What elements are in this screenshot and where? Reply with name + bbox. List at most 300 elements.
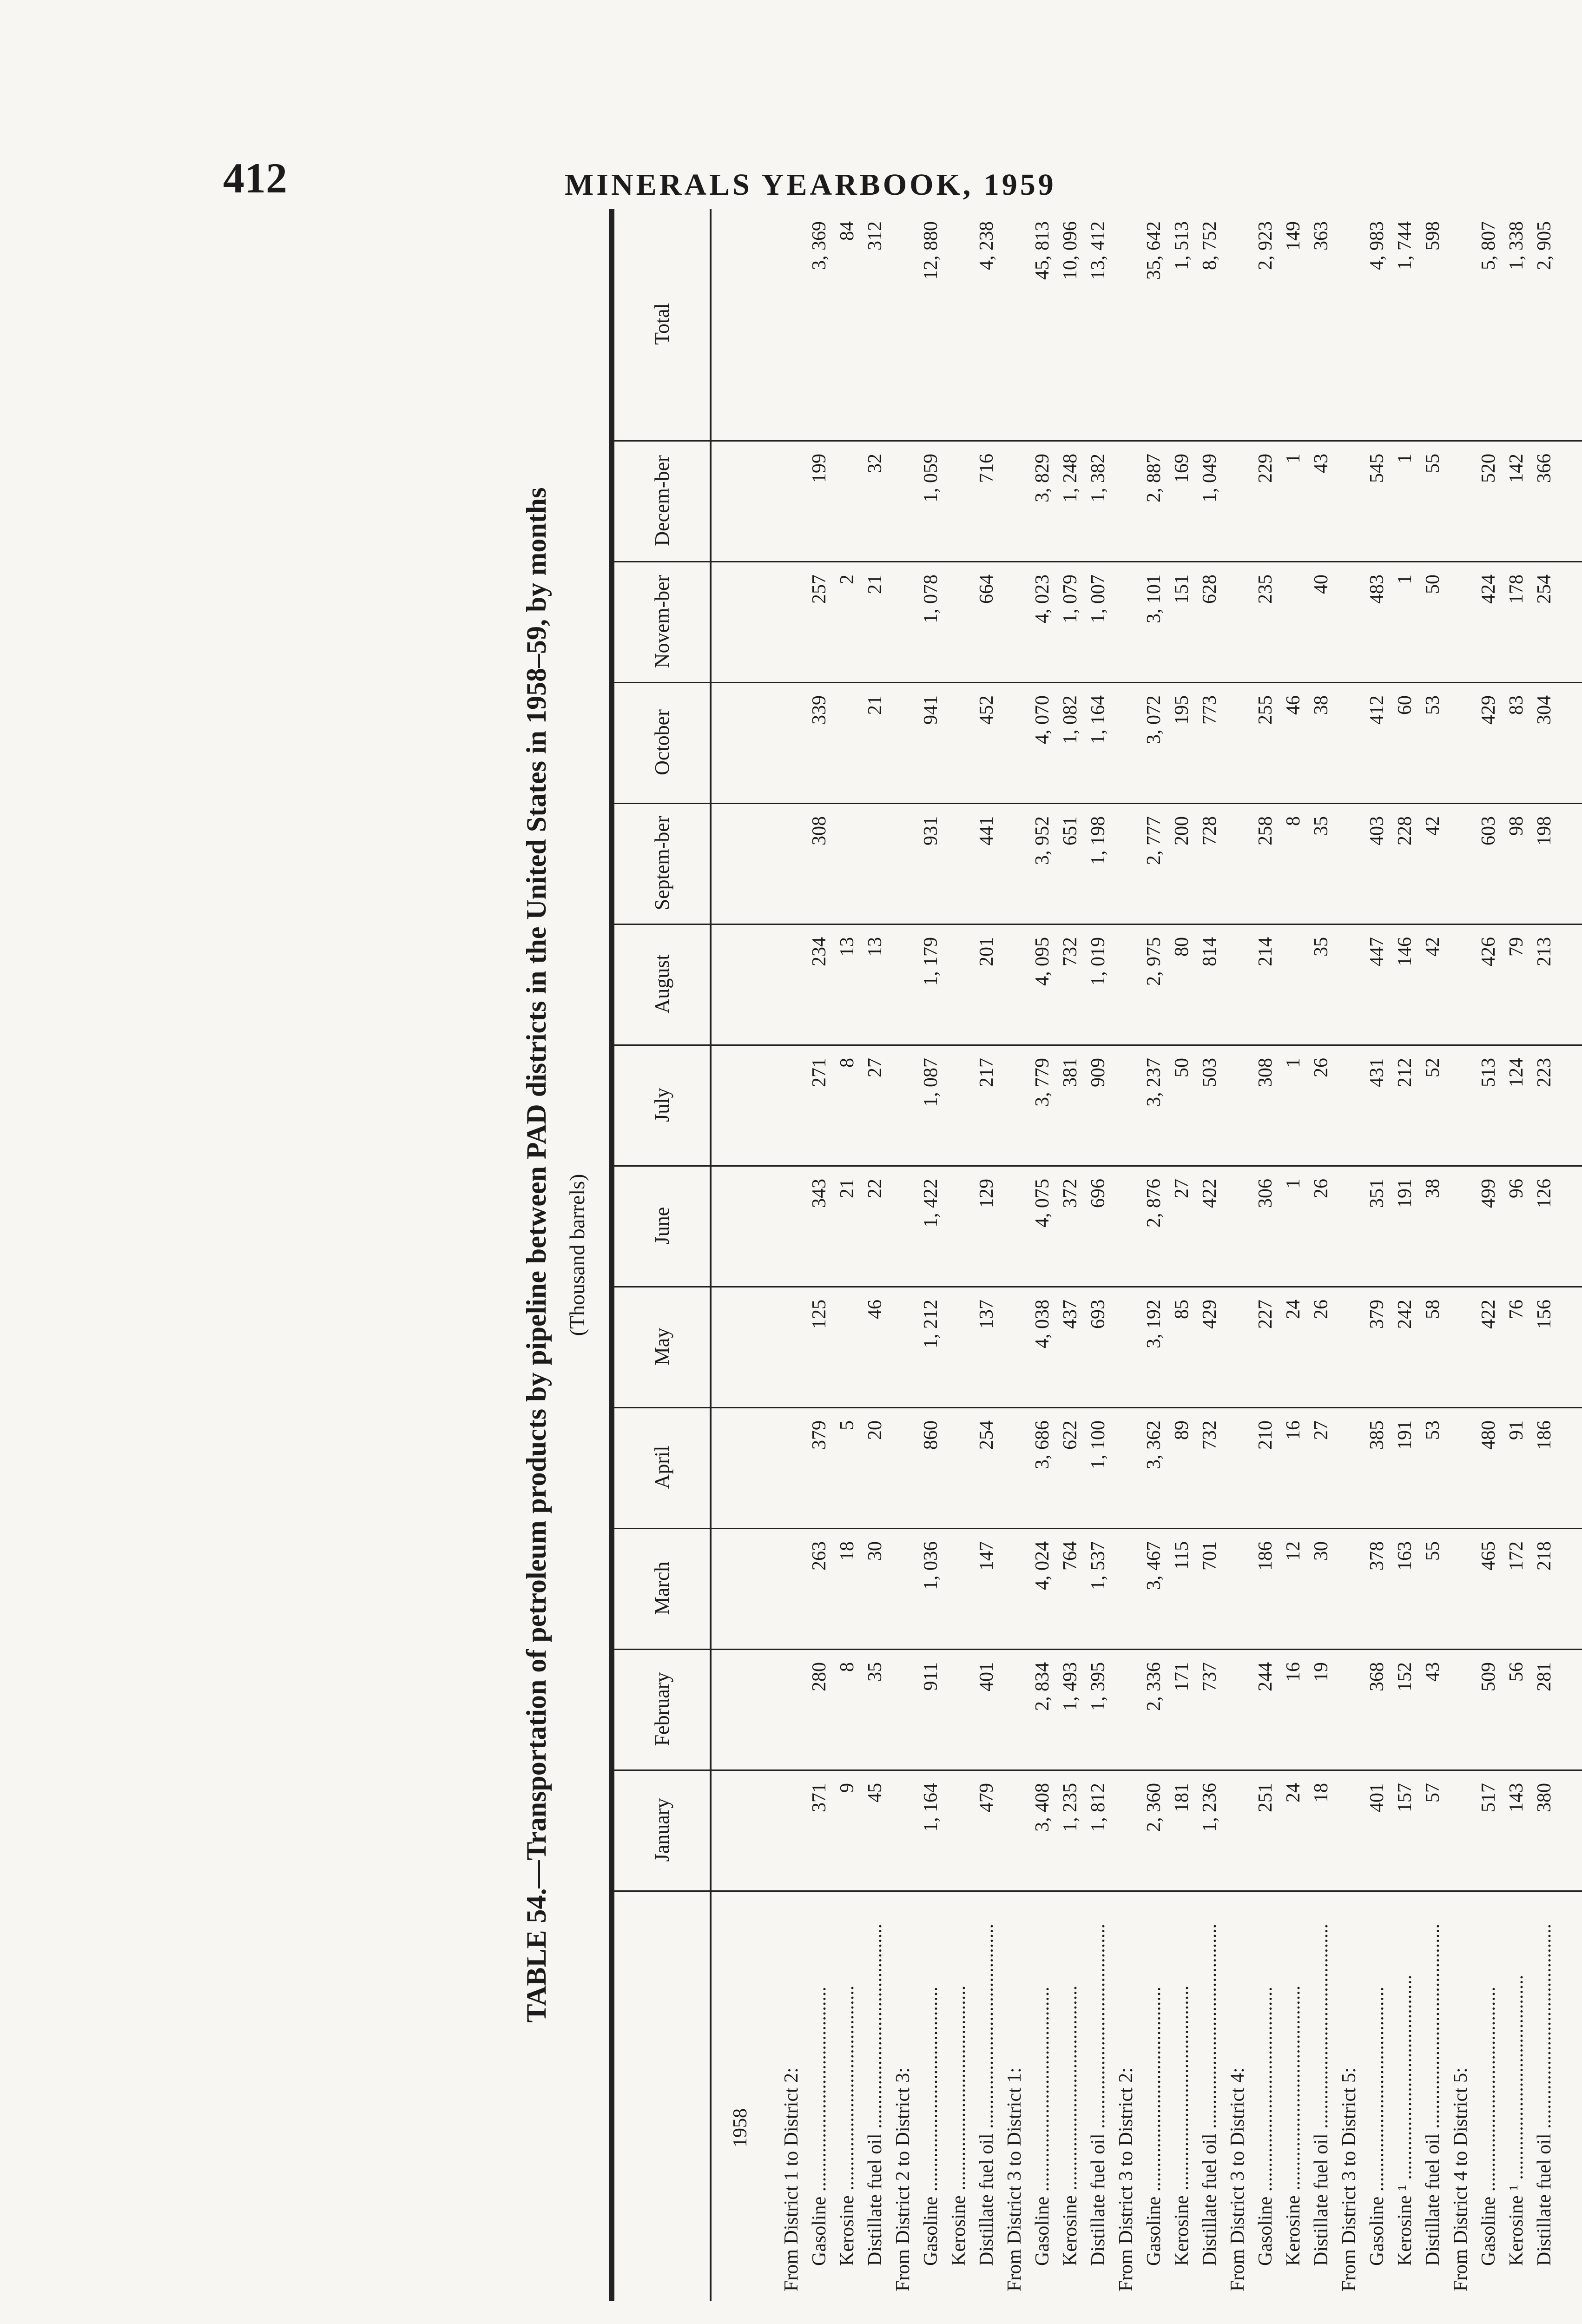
table-cell: 1, 087 [920, 1058, 942, 1107]
table-cell: 32 [864, 454, 886, 473]
table-cell: 147 [976, 1541, 997, 1571]
table-cell: 19 [1311, 1662, 1332, 1682]
row-label: From District 1 to District 2: [781, 2067, 802, 2291]
table-cell: 254 [976, 1420, 997, 1450]
table-cell: 126 [1534, 1179, 1555, 1208]
table-cell: 379 [809, 1420, 830, 1450]
table-cell: 814 [1199, 937, 1220, 966]
table-cell: 21 [864, 574, 886, 594]
table-cell: 628 [1199, 574, 1220, 604]
column-header: Novem-ber [614, 561, 710, 683]
row-label-cell [781, 1882, 802, 2301]
table-row [920, 209, 942, 2301]
row-label: Gasoline ..... [1478, 1987, 1499, 2266]
table-cell: 3, 829 [1032, 454, 1053, 502]
column-header: February [614, 1649, 710, 1771]
row-label: From District 4 to District 5: [1450, 2067, 1471, 2291]
table-cell: 385 [1366, 1420, 1388, 1450]
table-cell: 26 [1311, 1300, 1332, 1319]
column-rule [710, 1407, 1582, 1408]
table-cell: 909 [1088, 1058, 1109, 1087]
table-cell: 129 [976, 1179, 997, 1208]
table-row [1311, 209, 1332, 2301]
table-cell: 56 [1506, 1662, 1527, 1682]
row-label-cell [1227, 1882, 1248, 2301]
table-cell: 281 [1534, 1662, 1555, 1691]
row-label-cell [1032, 1882, 1053, 2301]
table-cell: 2, 876 [1143, 1179, 1165, 1228]
table-cell: 242 [1394, 1300, 1416, 1329]
table-cell: 3, 237 [1143, 1058, 1165, 1107]
column-rule [710, 803, 1582, 804]
row-label-cell [1338, 1882, 1360, 2301]
table-cell: 520 [1478, 454, 1499, 483]
column-header: March [614, 1528, 710, 1650]
row-label-cell [1366, 1882, 1388, 2301]
table-cell: 3, 072 [1143, 695, 1165, 744]
table-cell: 12, 880 [920, 221, 942, 280]
table-cell: 227 [1255, 1300, 1276, 1329]
row-label-cell [1422, 1882, 1444, 2301]
table-cell: 545 [1366, 454, 1388, 483]
row-label: Kerosine ..... [837, 1986, 858, 2266]
table-cell: 664 [976, 574, 997, 604]
row-label-cell [976, 1882, 997, 2301]
running-head: MINERALS YEARBOOK, 1959 [565, 168, 1056, 202]
table-cell: 263 [809, 1541, 830, 1571]
table-cell: 137 [976, 1300, 997, 1329]
table-cell: 312 [864, 221, 886, 251]
table-cell: 21 [864, 695, 886, 715]
column-rule [710, 561, 1582, 562]
table-cell: 115 [1171, 1541, 1193, 1570]
row-label: Distillate fuel oil ..... [1422, 1924, 1444, 2266]
table-cell: 96 [1506, 1179, 1527, 1198]
column-header: October [614, 682, 710, 804]
table-cell: 223 [1534, 1058, 1555, 1087]
table-cell: 716 [976, 454, 997, 483]
column-rule [710, 1165, 1582, 1167]
table-cell: 732 [1199, 1420, 1220, 1450]
table-cell: 1, 079 [1060, 574, 1081, 623]
table-cell: 2, 923 [1255, 221, 1276, 270]
row-label-cell [892, 1882, 914, 2301]
table-cell: 3, 408 [1032, 1783, 1053, 1832]
table-cell: 3, 467 [1143, 1541, 1165, 1590]
table-cell: 860 [920, 1420, 942, 1450]
table-cell: 1, 812 [1088, 1783, 1109, 1832]
column-rule [710, 1286, 1582, 1287]
row-label-cell [1143, 1882, 1165, 2301]
table-cell: 18 [1311, 1783, 1332, 1802]
column-rule [710, 1044, 1582, 1046]
table-cell: 186 [1255, 1541, 1276, 1571]
table-cell: 30 [864, 1541, 886, 1561]
table-cell: 218 [1534, 1541, 1555, 1571]
table-cell: 401 [1366, 1783, 1388, 1812]
table-cell: 483 [1366, 574, 1388, 604]
table-cell: 2, 336 [1143, 1662, 1165, 1711]
row-label: Gasoline ..... [1366, 1987, 1388, 2266]
column-header: August [614, 924, 710, 1046]
table-row [1115, 209, 1137, 2301]
table-cell: 3, 779 [1032, 1058, 1053, 1107]
table-cell: 27 [864, 1058, 886, 1077]
table-cell: 422 [1199, 1179, 1220, 1208]
row-label-cell [837, 1882, 858, 2301]
table-cell: 441 [976, 816, 997, 845]
table-cell: 1, 082 [1060, 695, 1081, 744]
row-label: Kerosine ..... [1060, 1986, 1081, 2266]
table-cell: 35 [1311, 937, 1332, 957]
column-header: Decem-ber [614, 440, 710, 562]
table-cell: 1, 164 [920, 1783, 942, 1832]
table-cell: 380 [1534, 1783, 1555, 1812]
table-cell: 1, 059 [920, 454, 942, 502]
table-row [1338, 209, 1360, 2301]
table-cell: 1, 236 [1199, 1783, 1220, 1832]
table-cell: 728 [1199, 816, 1220, 845]
table-title: TABLE 54.—Transportation of petroleum products by pipeline between PAD districts in the United States in 1958–59, by months [521, 487, 552, 2023]
column-rule [710, 1528, 1582, 1529]
table-cell: 20 [864, 1420, 886, 1440]
table-cell: 701 [1199, 1541, 1220, 1571]
row-label: 1958 [730, 2108, 751, 2147]
table-cell: 21 [837, 1179, 858, 1198]
table-cell: 429 [1199, 1300, 1220, 1329]
table-cell: 85 [1171, 1300, 1193, 1319]
table-cell: 366 [1534, 454, 1555, 483]
table-cell: 412 [1366, 695, 1388, 725]
column-rule [710, 440, 1582, 442]
table-row [809, 209, 830, 2301]
table-cell: 1, 493 [1060, 1662, 1081, 1711]
table-cell: 12 [1283, 1541, 1304, 1561]
table-cell: 4, 238 [976, 221, 997, 270]
table-cell: 22 [864, 1179, 886, 1198]
table-cell: 24 [1283, 1300, 1304, 1319]
table-cell: 251 [1255, 1783, 1276, 1812]
table-cell: 1, 744 [1394, 221, 1416, 270]
table-cell: 201 [976, 937, 997, 966]
table-cell: 1, 395 [1088, 1662, 1109, 1711]
table-cell: 2 [837, 574, 858, 584]
table-cell: 157 [1394, 1783, 1416, 1812]
table-cell: 304 [1534, 695, 1555, 725]
table-cell: 378 [1366, 1541, 1388, 1571]
table-cell: 8 [1283, 816, 1304, 826]
table-cell: 181 [1171, 1783, 1193, 1812]
row-label-cell [1534, 1882, 1555, 2301]
table-cell: 156 [1534, 1300, 1555, 1329]
table-cell: 480 [1478, 1420, 1499, 1450]
table-cell: 43 [1422, 1662, 1444, 1682]
column-header: Septem-ber [614, 803, 710, 925]
table-cell: 351 [1366, 1179, 1388, 1208]
table-cell: 27 [1311, 1420, 1332, 1440]
table-cell: 214 [1255, 937, 1276, 966]
table-cell: 244 [1255, 1662, 1276, 1691]
row-label: Distillate fuel oil ..... [1311, 1924, 1332, 2266]
table-cell: 83 [1506, 695, 1527, 715]
row-label-cell [1060, 1882, 1081, 2301]
table-cell: 5 [837, 1420, 858, 1430]
table-cell: 1, 078 [920, 574, 942, 623]
column-header: July [614, 1044, 710, 1167]
table-cell: 199 [809, 454, 830, 483]
table-row [1143, 209, 1165, 2301]
table-cell: 172 [1506, 1541, 1527, 1571]
table-cell: 911 [920, 1662, 942, 1691]
row-label: Gasoline ..... [920, 1987, 942, 2266]
table-cell: 38 [1422, 1179, 1444, 1198]
table-row [1283, 209, 1304, 2301]
table-row [1366, 209, 1388, 2301]
table-cell: 622 [1060, 1420, 1081, 1450]
table-cell: 35 [864, 1662, 886, 1682]
row-label-cell [1283, 1882, 1304, 2301]
table-cell: 372 [1060, 1179, 1081, 1208]
table-cell: 53 [1422, 695, 1444, 715]
table-row [976, 209, 997, 2301]
table-cell: 1 [1283, 1179, 1304, 1188]
table-cell: 163 [1394, 1541, 1416, 1571]
table-cell: 8 [837, 1058, 858, 1068]
table-row [1032, 209, 1053, 2301]
row-label: Gasoline ..... [1255, 1987, 1276, 2266]
row-label: From District 3 to District 5: [1338, 2067, 1360, 2291]
table-cell: 8, 752 [1199, 221, 1220, 270]
table-cell: 200 [1171, 816, 1193, 845]
table-cell: 235 [1255, 574, 1276, 604]
table-cell: 4, 070 [1032, 695, 1053, 744]
table-cell: 50 [1171, 1058, 1193, 1077]
table-cell: 195 [1171, 695, 1193, 725]
table-cell: 1, 513 [1171, 221, 1193, 270]
table-cell: 76 [1506, 1300, 1527, 1319]
row-label: From District 2 to District 3: [892, 2067, 914, 2291]
column-header: April [614, 1407, 710, 1529]
table-cell: 151 [1171, 574, 1193, 604]
table-cell: 191 [1394, 1420, 1416, 1450]
table-row [837, 209, 858, 2301]
table-cell: 16 [1283, 1662, 1304, 1682]
table-cell: 10, 096 [1060, 221, 1081, 280]
table-row [948, 209, 969, 2301]
table-cell: 45, 813 [1032, 221, 1053, 280]
table-cell: 3, 686 [1032, 1420, 1053, 1469]
table-cell: 4, 075 [1032, 1179, 1053, 1228]
row-label-cell [948, 1882, 969, 2301]
column-rule [710, 682, 1582, 683]
row-label: From District 3 to District 2: [1115, 2067, 1137, 2291]
table-cell: 186 [1534, 1420, 1555, 1450]
table-row [892, 209, 914, 2301]
table-cell: 125 [809, 1300, 830, 1329]
column-rule [710, 1890, 1582, 1892]
table-cell: 80 [1171, 937, 1193, 957]
table-cell: 50 [1422, 574, 1444, 594]
table-cell: 4, 095 [1032, 937, 1053, 986]
row-label: From District 3 to District 1: [1004, 2067, 1025, 2291]
table-cell: 124 [1506, 1058, 1527, 1087]
row-label: Kerosine ¹ ..... [1394, 1975, 1416, 2266]
row-label-cell [1088, 1882, 1109, 2301]
table-cell: 381 [1060, 1058, 1081, 1087]
table-row [1450, 209, 1471, 2301]
column-header: May [614, 1286, 710, 1408]
table-cell: 143 [1506, 1783, 1527, 1812]
row-label: Distillate fuel oil ..... [1088, 1924, 1109, 2266]
column-header: Total [614, 208, 710, 442]
row-label-cell [1311, 1882, 1332, 2301]
table-cell: 255 [1255, 695, 1276, 725]
table-cell: 3, 952 [1032, 816, 1053, 865]
table-cell: 452 [976, 695, 997, 725]
table-cell: 52 [1422, 1058, 1444, 1077]
table-cell: 1 [1394, 574, 1416, 584]
table-cell: 1 [1394, 454, 1416, 463]
table-cell: 368 [1366, 1662, 1388, 1691]
table-cell: 773 [1199, 695, 1220, 725]
table-cell: 429 [1478, 695, 1499, 725]
table-subtitle: (Thousand barrels) [565, 1174, 589, 1336]
table-row [1199, 209, 1220, 2301]
table-cell: 45 [864, 1783, 886, 1802]
table-cell: 379 [1366, 1300, 1388, 1329]
table-cell: 732 [1060, 937, 1081, 966]
table-cell: 1, 049 [1199, 454, 1220, 502]
table-cell: 24 [1283, 1783, 1304, 1802]
table-row [1534, 209, 1555, 2301]
table-cell: 4, 038 [1032, 1300, 1053, 1348]
table-cell: 146 [1394, 937, 1416, 966]
table-cell: 308 [809, 816, 830, 845]
table-cell: 693 [1088, 1300, 1109, 1329]
column-header: June [614, 1165, 710, 1287]
table-cell: 58 [1422, 1300, 1444, 1319]
table-cell: 271 [809, 1058, 830, 1087]
table-cell: 2, 777 [1143, 816, 1165, 865]
table-cell: 254 [1534, 574, 1555, 604]
table-cell: 55 [1422, 1541, 1444, 1561]
table-cell: 1, 382 [1088, 454, 1109, 502]
table-cell: 3, 192 [1143, 1300, 1165, 1348]
table-row [1478, 209, 1499, 2301]
table-cell: 447 [1366, 937, 1388, 966]
table-cell: 941 [920, 695, 942, 725]
table-cell: 2, 360 [1143, 1783, 1165, 1832]
row-label-cell [1004, 1882, 1025, 2301]
table-cell: 737 [1199, 1662, 1220, 1691]
table-cell: 217 [976, 1058, 997, 1087]
table-row [1506, 209, 1527, 2301]
table-cell: 401 [976, 1662, 997, 1691]
table-cell: 1, 164 [1088, 695, 1109, 744]
row-label: Kerosine ..... [1283, 1986, 1304, 2266]
table-cell: 35, 642 [1143, 221, 1165, 280]
table-cell: 1 [1283, 454, 1304, 463]
table-cell: 38 [1311, 695, 1332, 715]
row-label: Kerosine ..... [1171, 1986, 1193, 2266]
table-cell: 53 [1422, 1420, 1444, 1440]
table-cell: 149 [1283, 221, 1304, 251]
rotated-table [483, 209, 1582, 2301]
table-cell: 84 [837, 221, 858, 241]
table-cell: 308 [1255, 1058, 1276, 1087]
table-row [1004, 209, 1025, 2301]
table-cell: 3, 101 [1143, 574, 1165, 623]
table-cell: 27 [1171, 1179, 1193, 1198]
table-header [614, 209, 712, 2301]
table-cell: 258 [1255, 816, 1276, 845]
table-cell: 422 [1478, 1300, 1499, 1329]
table-row [1422, 209, 1444, 2301]
table-cell: 1, 537 [1088, 1541, 1109, 1590]
column-rule [710, 1649, 1582, 1650]
table-cell: 13 [837, 937, 858, 957]
table-cell: 437 [1060, 1300, 1081, 1329]
table-cell: 26 [1311, 1058, 1332, 1077]
column-rule [710, 924, 1582, 925]
table-cell: 46 [864, 1300, 886, 1319]
column-header: January [614, 1769, 710, 1892]
table-cell: 191 [1394, 1179, 1416, 1208]
table-cell: 57 [1422, 1783, 1444, 1802]
table-cell: 424 [1478, 574, 1499, 604]
table-cell: 465 [1478, 1541, 1499, 1571]
table-cell: 30 [1311, 1541, 1332, 1561]
row-label: Distillate fuel oil ..... [1534, 1924, 1555, 2266]
table-cell: 1, 198 [1088, 816, 1109, 865]
table-cell: 13 [864, 937, 886, 957]
table-cell: 2, 975 [1143, 937, 1165, 986]
table-cell: 306 [1255, 1179, 1276, 1208]
table-cell: 426 [1478, 937, 1499, 966]
table-cell: 499 [1478, 1179, 1499, 1208]
table-cell: 212 [1394, 1058, 1416, 1087]
table-cell: 35 [1311, 816, 1332, 836]
row-label-cell [1394, 1882, 1416, 2301]
table-top-rule [609, 209, 614, 2301]
row-label-cell [1450, 1882, 1471, 2301]
table-cell: 280 [809, 1662, 830, 1691]
table-cell: 229 [1255, 454, 1276, 483]
table-cell: 178 [1506, 574, 1527, 604]
row-label-cell [1171, 1882, 1193, 2301]
row-label: Distillate fuel oil ..... [1199, 1924, 1220, 2266]
table-cell: 3, 362 [1143, 1420, 1165, 1469]
table-cell: 228 [1394, 816, 1416, 845]
row-label-cell [920, 1882, 942, 2301]
table-cell: 26 [1311, 1179, 1332, 1198]
table-cell: 931 [920, 816, 942, 845]
table-cell: 2, 887 [1143, 454, 1165, 502]
row-label-cell [1115, 1882, 1137, 2301]
table-cell: 171 [1171, 1662, 1193, 1691]
table-cell: 198 [1534, 816, 1555, 845]
table-cell: 43 [1311, 454, 1332, 473]
table-cell: 60 [1394, 695, 1416, 715]
table-cell: 517 [1478, 1783, 1499, 1812]
row-label-cell [1478, 1882, 1499, 2301]
table-cell: 1, 036 [920, 1541, 942, 1590]
table-cell: 18 [837, 1541, 858, 1561]
table-row [1255, 209, 1276, 2301]
table-row [1171, 209, 1193, 2301]
table-row [781, 209, 802, 2301]
table-cell: 363 [1311, 221, 1332, 251]
